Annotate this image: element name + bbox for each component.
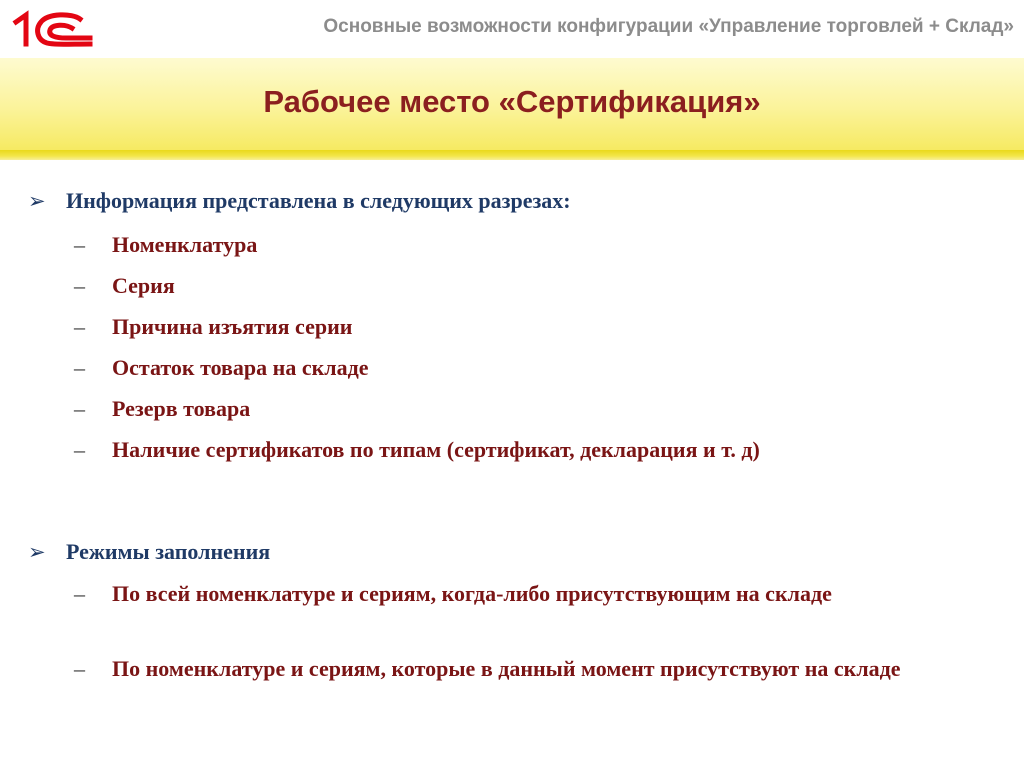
list-item-text: По всей номенклатуре и сериям, когда-либо присутствующим на складе xyxy=(112,581,832,606)
list-item-text: Наличие сертификатов по типам (сертификат, декларация и т. д) xyxy=(112,437,760,462)
dash-bullet: – xyxy=(74,581,85,606)
list-item xyxy=(74,433,1004,466)
slide-title: Рабочее место «Сертификация» xyxy=(263,84,761,119)
list-item-text: Серия xyxy=(112,273,175,298)
list-item xyxy=(74,269,1004,302)
list-item-text: Остаток товара на складе xyxy=(112,355,369,380)
list-item xyxy=(74,228,1004,261)
arrow-bullet-icon: ➢ xyxy=(28,540,46,564)
list-item-text: Причина изъятия серии xyxy=(112,314,353,339)
list-item xyxy=(74,310,1004,343)
list-item xyxy=(74,577,1004,610)
section-heading xyxy=(28,539,270,565)
list-item-text: По номенклатуре и сериям, которые в данный момент присутствуют на складе xyxy=(112,656,901,681)
section-heading xyxy=(28,188,571,214)
dash-bullet: – xyxy=(74,314,85,339)
header-title: Основные возможности конфигурации «Управление торговлей + Склад» xyxy=(323,16,1014,37)
dash-bullet: – xyxy=(74,273,85,298)
dash-bullet: – xyxy=(74,232,85,257)
dash-bullet: – xyxy=(74,656,85,681)
dash-bullet: – xyxy=(74,355,85,380)
section-heading-text: Информация представлена в следующих разрезах: xyxy=(66,188,571,213)
section-heading-text: Режимы заполнения xyxy=(66,539,271,564)
arrow-bullet-icon: ➢ xyxy=(28,189,46,213)
list-item-text: Резерв товара xyxy=(112,396,251,421)
list-item-text: Номенклатура xyxy=(112,232,258,257)
list-item xyxy=(74,652,1004,685)
dash-bullet: – xyxy=(74,396,85,421)
dash-bullet: – xyxy=(74,437,85,462)
list-item xyxy=(74,351,1004,384)
list-item xyxy=(74,392,1004,425)
